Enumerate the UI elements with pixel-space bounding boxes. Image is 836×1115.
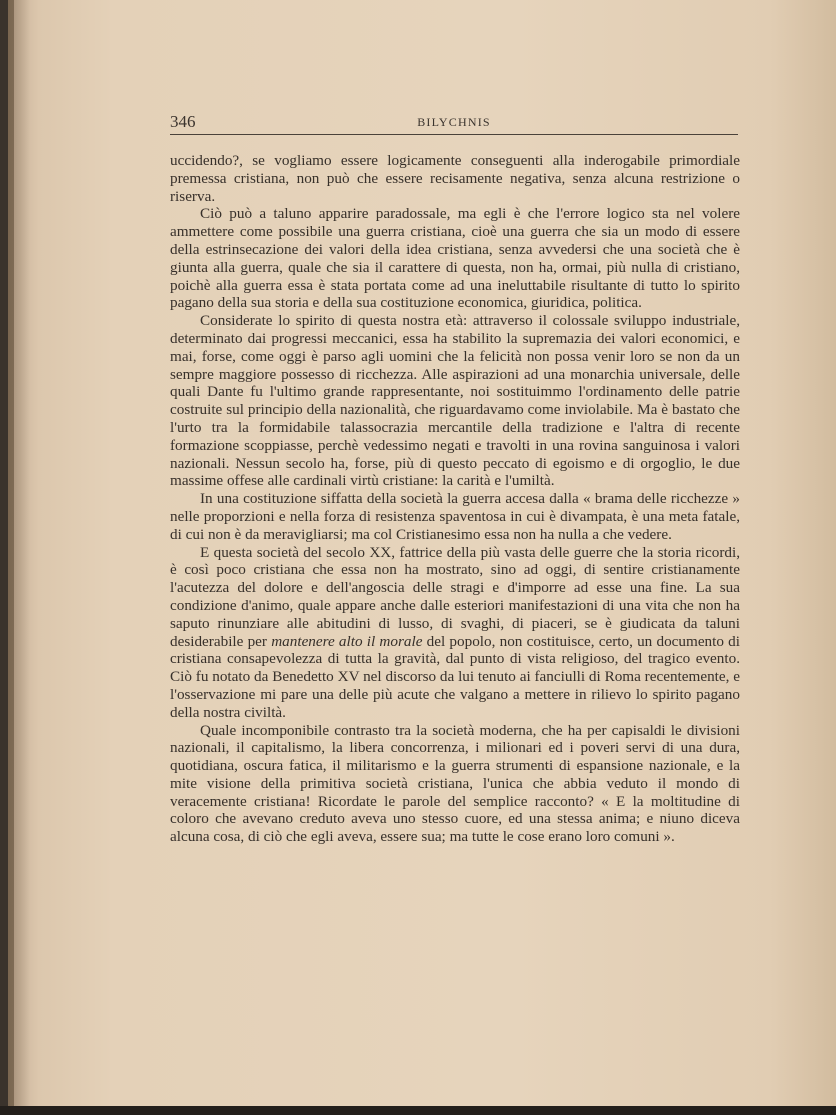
text-run: Quale incomponibile contrasto tra la società moderna, che ha per capisaldi le divisioni nazionali, il capitalismo, la libera concorrenza, i milionari ed i poveri servi di una dura, quotidiana, oscura fatica, il militarismo e la guerra strumenti di espansione nazionale, e la mite visione della primitiva società cristiana, l'unica che abbia veduto il mondo di veracemente cristiana! Ricordate le parole del semplice racconto? « E la moltitudine di coloro che avevano creduto aveva uno stesso cuore, ed una stessa anima; e niuno diceva alcuna cosa, di ciò che egli aveva, essere sua; ma tutte le cose erano loro comuni ».	[170, 721, 740, 846]
text-run: Considerate lo spirito di questa nostra età: attraverso il colossale sviluppo industriale, determinato dai progressi meccanici, essa ha stabilito la supremazia dei valori economici, e mai, forse, come oggi è parso agli uomini che la felicità non possa venir loro se non da un sempre maggiore possesso di ricchezza. Alle aspirazioni ad una monarchia universale, delle quali Dante fu l'ultimo grande rappresentante, noi sostituimmo l'ordinamento delle patrie costruite sul principio della nazionalità, che riguardavamo come inviolabile. Ma è bastato che l'urto tra la formidabile talassocrazia mercantile della tradizione e l'altra di recente formazione scoppiasse, perchè vedessimo negati e travolti in una rovina sanguinosa i valori nazionali. Nessun secolo ha, forse, più di questo peccato di egoismo e di orgoglio, le due massime offese alle cardinali virtù cristiane: la carità e l'umiltà.	[170, 312, 740, 490]
running-head: BILYCHNIS	[417, 115, 491, 129]
text-run: Ciò può a taluno apparire paradossale, ma egli è che l'errore logico sta nel volere ammettere come possibile una guerra cristiana, cioè una guerra che sia un modo di essere della estrinsecazione dei valori della idea cristiana, senza avvedersi che una società che è giunta alla guerra, quale che sia il carattere di questa, non ha, ormai, più nulla di cristiano, poichè alla guerra essa è stata portata come ad una ineluttabile risultante di tutto lo spirito pagano della sua storia e della sua costituzione economica, giuridica, politica.	[170, 205, 740, 312]
header-rule	[170, 134, 738, 135]
text-run: E questa società del secolo XX, fattrice della più vasta delle guerre che la storia ricordi, è così poco cristiana che essa non ha mostrato, sino ad oggi, di sentire cristianamente l'acutezza del dolore e dell'angoscia delle stragi e d'imporre ad esse una fine. La sua condizione d'animo, quale appare anche dalle esteriori manifestazioni di una vita che non ha saputo rinunziare alle abitudini di lusso, di svaghi, di piaceri, se è giudicata da taluni desiderabile per	[170, 543, 740, 650]
paragraph	[170, 152, 740, 205]
text-run: del popolo, non costituisce, certo, un documento di cristiana consapevolezza di tutta la gravità, dal punto di vista religioso, del tragico evento. Ciò fu notato da Benedetto XV nel discorso da lui tenuto ai fanciulli di Roma recentemente, e l'osservazione mi pare una delle più acute che valgano a mettere in rilievo lo spirito pagano della nostra civiltà.	[170, 632, 740, 721]
text-run: In una costituzione siffatta della società la guerra accesa dalla « brama delle ricchezze » nelle proporzioni e nella forza di resistenza spaventosa in cui è divampata, è una meta fatale, di cui non è da meravigliarsi; ma col Cristianesimo essa non ha nulla a che vedere.	[170, 490, 740, 543]
page-header	[170, 112, 738, 134]
paragraph	[170, 312, 740, 490]
paragraph	[170, 490, 740, 543]
binding-shadow	[8, 0, 30, 1106]
text-run: uccidendo?, se vogliamo essere logicamente conseguenti alla inderogabile primordiale premessa cristiana, non può che essere recisamente negativa, senza alcuna restrizione o riserva.	[170, 152, 740, 205]
italic-phrase: mantenere alto il morale	[271, 632, 423, 650]
paragraph	[170, 722, 740, 847]
page-bottom-edge	[0, 1106, 836, 1115]
page-number: 346	[170, 112, 196, 131]
paragraph	[170, 205, 740, 312]
paragraph	[170, 544, 740, 722]
body-text	[170, 152, 740, 846]
